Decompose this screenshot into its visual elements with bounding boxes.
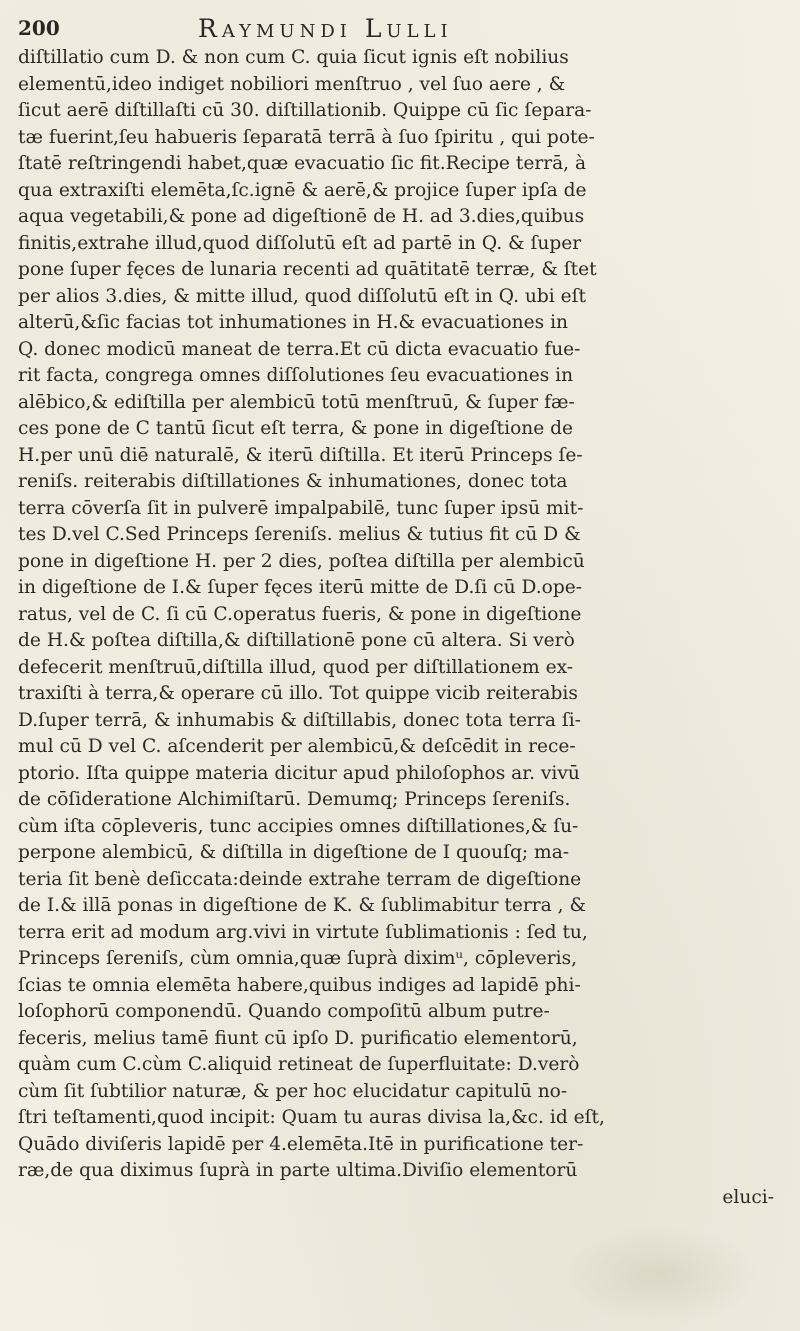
text-line: tes D.vel C.Sed Princeps ſereniſs. melius & tutius fit cū D & [18, 524, 581, 545]
text-line: feceris, melius tamē fiunt cū ipſo D. purificatio elementorū, [18, 1027, 578, 1049]
text-line: qua extraxiſti elemēta,ſc.ignē & aerē,& projice ſuper ipſa de [18, 179, 587, 201]
text-line: pone in digeſtione H. per 2 dies, poſtea diſtilla per alembicū [18, 550, 585, 572]
text-line: terra erit ad modum arg.vivi in virtute ſublimationis : ſed tu, [18, 921, 588, 943]
text-line: de H.& poſtea diſtilla,& diſtillationē pone cū altera. Si verò [18, 630, 575, 651]
text-line: rit facta, congrega omnes diſſolutiones ſeu evacuationes in [18, 365, 574, 386]
text-line: defecerit menſtruū,diſtilla illud, quod per diſtillationem ex- [18, 656, 574, 678]
text-line: per alios 3.dies, & mitte illud, quod diſſolutū eſt in Q. ubi eſt [18, 285, 587, 307]
text-line: perpone alembicū, & diſtilla in digeſtione de I quouſq; ma- [18, 842, 570, 863]
page-number: 200 [18, 16, 60, 40]
text-line: terra cōverſa ſit in pulverē impalpabilē, tunc ſuper ipsū mit- [18, 497, 584, 519]
text-line: ſcias te omnia elemēta habere,quibus indiges ad lapidē phi- [18, 974, 581, 996]
paper-smudge [560, 1225, 760, 1325]
body-text [18, 45, 788, 1211]
text-line: cùm ſit ſubtilior naturæ, & per hoc elucidatur capitulū no- [18, 1080, 568, 1102]
text-line: mul cū D vel C. aſcenderit per alembicū,& deſcēdit in rece- [18, 736, 576, 757]
text-line: D.ſuper terrā, & inhumabis & diſtillabis, donec tota terra ſi- [18, 709, 581, 731]
text-line: ſtatē reſtringendi habet,quæ evacuatio ſic fit.Recipe terrā, à [18, 153, 587, 174]
text-line: finitis,extrahe illud,quod diſſolutū eſt ad partē in Q. & ſuper [18, 232, 582, 254]
text-line: ratus, vel de C. ſi cū C.operatus fueris, & pone in digeſtione [18, 603, 582, 625]
text-line: cùm iſta cōpleveris, tunc accipies omnes diſtillationes,& ſu- [18, 815, 579, 837]
text-line: ſicut aerē diſtillaſti cū 30. diſtillationib. Quippe cū ſic ſepara- [18, 100, 592, 121]
text-line: tæ fuerint,ſeu habueris ſeparatā terrā à ſuo ſpiritu , qui pote- [18, 126, 595, 148]
text-line: traxiſti à terra,& operare cū illo. Tot quippe vicib reiterabis [18, 683, 578, 704]
text-line: ſtri teſtamenti,quod incipit: Quam tu auras divisa la,&c. id eſt, [18, 1107, 605, 1128]
text-line: Q. donec modicū maneat de terra.Et cū dicta evacuatio fue- [18, 338, 581, 360]
text-line: pone ſuper fęces de lunaria recenti ad quātitatē terræ, & ſtet [18, 259, 597, 280]
text-line: teria ſit benè deſiccata:deinde extrahe terram de digeſtione [18, 868, 582, 890]
text-line: in digeſtione de I.& ſuper fęces iterū mitte de D.ſi cū D.ope- [18, 577, 583, 598]
text-line: H.per unū diē naturalē, & iterū diſtilla. Et iterū Princeps ſe- [18, 444, 583, 466]
text-line: reniſs. reiterabis diſtillationes & inhumationes, donec tota [18, 471, 568, 492]
catchword: eluci- [722, 1186, 774, 1208]
running-head: Raymundi Lulli [198, 14, 453, 43]
text-line: ræ,de qua diximus ſuprà in parte ultima.Diviſio elementorū [18, 1160, 578, 1181]
text-line: diſtillatio cum D. & non cum C. quia ſicut ignis eſt nobilius [18, 47, 569, 68]
text-line: loſophorū componendū. Quando compoſitū album putre- [18, 1001, 550, 1022]
text-line: alterū,&ſic facias tot inhumationes in H.& evacuationes in [18, 312, 568, 333]
text-line: elementū,ideo indiget nobiliori menſtruo , vel ſuo aere , & [18, 73, 566, 95]
text-line: de cōſideratione Alchimiſtarū. Demumq; Princeps ſereniſs. [18, 789, 571, 810]
text-line: alēbico,& ediſtilla per alembicū totū menſtruū, & ſuper fæ- [18, 391, 575, 413]
text-line: de I.& illā ponas in digeſtione de K. & ſublimabitur terra , & [18, 895, 587, 916]
text-line: aqua vegetabili,& pone ad digeſtionē de H. ad 3.dies,quibus [18, 206, 585, 227]
page-header [18, 14, 783, 46]
text-line: quàm cum C.cùm C.aliquid retineat de ſuperfluitate: D.verò [18, 1054, 580, 1075]
text-line: ptorio. Iſta quippe materia dicitur apud philoſophos ar. vivū [18, 762, 580, 784]
text-line: Princeps ſereniſs, cùm omnia,quæ ſuprà diximᵘ, cōpleveris, [18, 948, 578, 969]
text-line: ces pone de C tantū ſicut eſt terra, & pone in digeſtione de [18, 418, 574, 439]
text-line: Quādo diviſeris lapidē per 4.elemēta.Itē in purificatione ter- [18, 1133, 584, 1155]
